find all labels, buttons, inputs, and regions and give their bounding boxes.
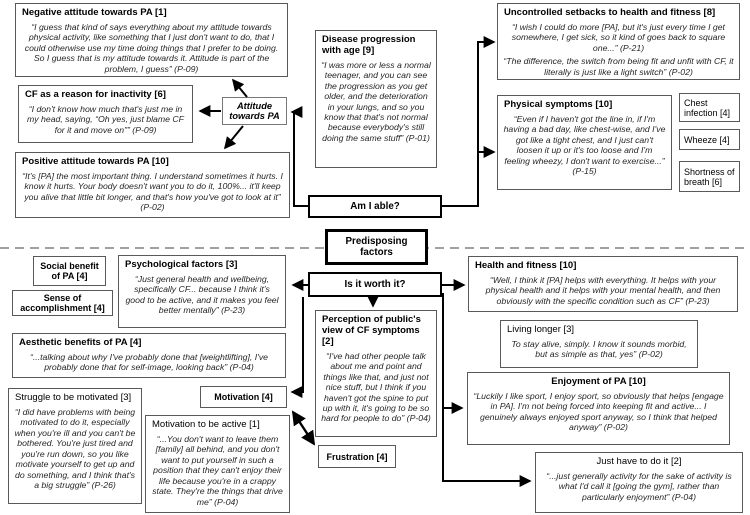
arrow-am-i-able-to-attitude [292, 112, 308, 206]
box-struggle-to-be-motivated [8, 388, 142, 504]
arrow-attitude-to-positive [225, 126, 243, 148]
box-quote: “I did have problems with being motivated to do it, especially when you're ill and you can't be bothered. You're just tired and you're run down, so you like motivate yourself to get up and do something, and I think that's a big struggle” (P-26) [14, 406, 136, 490]
box-quote: “Luckily I like sport, I enjoy sport, so obviously that helps [engage in PA]. I'm not being forced into keeping fit and active... I genuinely always enjoyed sport anyway, so I think that helped anyway” (P-02) [473, 390, 724, 433]
box-title: Health and fitness [10] [475, 260, 577, 271]
box-cf-reason-inactivity [18, 85, 193, 143]
box-title: Psychological factors [3] [125, 259, 238, 270]
box-quote: “...You don't want to leave them [family] all behind, and you don't want to put yourself in such a position that they can't enjoy their life because you're in a crappy state. They're the things that drive me” (P-04) [152, 433, 283, 507]
box-disease-progression [315, 30, 437, 168]
box-quote: “Well, I think it [PA] helps with everything. It helps with your physical health and it helps with your mental health, and then obviously with the specific condition such as CF” (P-23) [485, 274, 721, 306]
box-quote: “Just general health and wellbeing, specifically CF... because I think it's good to be active, and it makes you feel better mentally” (P-23) [125, 273, 279, 316]
box-label: Frustration [4] [326, 451, 388, 462]
arrow-am-i-able-to-uncontrolled [442, 42, 494, 206]
box-enjoyment-of-pa [467, 372, 730, 445]
box-title: Positive attitude towards PA [10] [22, 156, 169, 167]
box-title: Struggle to be motivated [3] [15, 392, 132, 403]
box-label: Chest infection [4] [684, 97, 731, 118]
box-quote-2: “The difference, the switch from being fit and unfit with CF, it literally is just like a light switch” (P-02) [503, 56, 734, 77]
hub-label: Predisposing factors [345, 236, 408, 258]
box-living-longer [500, 320, 698, 368]
box-uncontrolled-setbacks [497, 3, 740, 80]
box-title: Negative attitude towards PA [1] [22, 7, 167, 18]
box-title: Physical symptoms [10] [504, 99, 613, 110]
box-title: Aesthetic benefits of PA [4] [19, 337, 142, 348]
box-social-benefit-pa [33, 256, 106, 286]
box-title: Uncontrolled setbacks to health and fitness [8] [504, 7, 716, 18]
box-label: Sense of accomplishment [4] [20, 293, 105, 313]
box-sense-of-accomplishment [12, 290, 113, 316]
box-physical-symptoms [497, 95, 672, 190]
hub-predisposing-factors [325, 229, 428, 265]
box-motivation-to-be-active [145, 415, 290, 513]
hub-label: Attitude towards PA [229, 101, 280, 121]
box-negative-attitude-pa [15, 3, 288, 77]
box-label: Wheeze [4] [684, 134, 730, 145]
box-label: Motivation [4] [214, 392, 273, 402]
box-quote: “I wish I could do more [PA], but it's just every time I get somewhere, I get sick, so it kind of goes back to square one...” (P-21) [511, 21, 726, 53]
box-shortness-of-breath [679, 161, 740, 192]
box-quote: “I don't know how much that's just me in my head, saying, “Oh yes, just blame CF for it and move on”” (P-09) [27, 103, 184, 135]
box-title: Living longer [3] [507, 324, 575, 335]
hub-is-it-worth-it [308, 272, 442, 297]
hub-label: Am I able? [350, 201, 400, 212]
box-psychological-factors [118, 255, 286, 328]
box-title: Just have to do it [2] [596, 456, 682, 467]
hub-attitude-towards-pa [222, 97, 287, 125]
box-quote: “I was more or less a normal teenager, and you can see the progression as you get older, and the deterioration in your lungs, and so you know that that's not normal because everybody's still doing the same stuff” (P-01) [321, 59, 431, 143]
box-quote: “Even if I haven't got the line in, if I'm having a bad day, like chest-wise, and I've got like a tight chest, and I just can't loosen it up or it's too loose and I'm feeling wheezy, I don't want to exercise...” (P-15) [503, 113, 666, 177]
box-label: Shortness of breath [6] [684, 166, 735, 187]
hub-am-i-able [308, 195, 442, 218]
box-title: Motivation to be active [1] [152, 419, 260, 430]
box-quote: “It's [PA] the most important thing. I understand sometimes it hurts. I know it hurts. Your body doesn't want you to do it, 100%... it'll keep you alive that little bit longer, and that's how you've got to look at it” (P-02) [22, 170, 283, 213]
arrow-attitude-to-negative [233, 80, 247, 97]
box-wheeze [679, 129, 740, 150]
box-quote: “I guess that kind of says everything about my attitude towards physical activity, like something that I just don't want to do, that I could otherwise use my time doing things that I prefer to be doing. So I guess that is my attitude towards it. Attitude is part of the problem, I guess” (P-09) [24, 21, 279, 74]
box-title: Enjoyment of PA [10] [551, 376, 646, 387]
box-title: Perception of public's view of CF symptoms [2] [322, 314, 421, 347]
box-aesthetic-benefits-pa [12, 333, 286, 378]
box-quote: To stay alive, simply. I know it sounds morbid, but as simple as that, yes” (P-02) [511, 338, 687, 360]
box-health-and-fitness [468, 256, 738, 312]
box-label: Social benefit of PA [4] [40, 261, 99, 281]
box-quote: “...just generally activity for the sake of activity is what I'd call it [going the gym], rather than particularly enjoyment” (P-04) [546, 470, 732, 502]
box-title: Disease progression with age [9] [322, 34, 416, 56]
box-quote: “...talking about why I've probably done that [weightlifting], I've probably done that for self-image, looking back” (P-04) [29, 351, 268, 373]
box-perception-public-view [315, 310, 437, 437]
box-quote: “I've had other people talk about me and point and things like that, and just not nice stuff, but I think if you haven't got the spine to put up with it, it's going to be so hard for people to do” (P-04) [321, 350, 431, 424]
box-positive-attitude-pa [15, 152, 290, 218]
box-title: CF as a reason for inactivity [6] [25, 89, 166, 100]
box-just-have-to-do-it [535, 452, 743, 513]
hub-label: Is it worth it? [344, 279, 406, 290]
arrow-motivation-frustration-bidirectional [293, 412, 314, 444]
box-frustration [318, 445, 396, 468]
arrow-worth-to-motivation [292, 297, 303, 392]
box-chest-infection [679, 93, 740, 122]
box-motivation [200, 386, 287, 408]
